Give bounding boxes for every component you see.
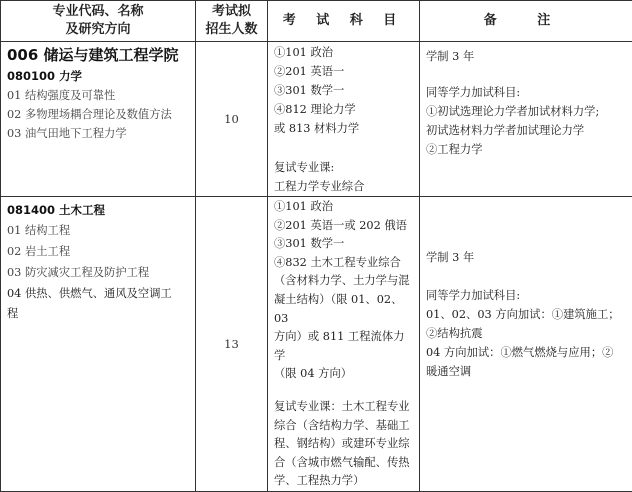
note-line: ②工程力学 bbox=[426, 140, 628, 159]
header-quota-line1: 考试拟 bbox=[196, 3, 267, 21]
header-code-name bbox=[1, 1, 196, 42]
subject-item: ③301 数学一 bbox=[274, 235, 415, 254]
note-line: 学制 3 年 bbox=[426, 248, 628, 267]
retest-item: 综合（含结构力学、基础工 bbox=[274, 417, 415, 436]
subjects-cell bbox=[268, 42, 420, 197]
program-cell bbox=[1, 42, 196, 197]
quota-value: 13 bbox=[224, 337, 239, 351]
college-title: 006 储运与建筑工程学院 bbox=[7, 44, 191, 66]
note-line: ①初试选理论力学者加试材料力学; bbox=[426, 102, 628, 121]
subject-item: ④812 理论力学 bbox=[274, 100, 415, 119]
major-title: 080100 力学 bbox=[7, 66, 191, 86]
subject-item: （含材料力学、土力学与混 bbox=[274, 272, 415, 291]
direction-item: 02 岩土工程 bbox=[7, 241, 191, 262]
note-line: 学制 3 年 bbox=[426, 47, 628, 66]
direction-item: 01 结构工程 bbox=[7, 220, 191, 241]
table-row bbox=[1, 197, 632, 492]
subject-item: 或 813 材料力学 bbox=[274, 119, 415, 138]
retest-item: 合（含城市燃气输配、传热 bbox=[274, 454, 415, 473]
retest-item: 程、钢结构）或建环专业综 bbox=[274, 435, 415, 454]
quota-value: 10 bbox=[224, 112, 239, 126]
subject-item: 方向）或 811 工程流体力学 bbox=[274, 328, 415, 365]
subject-item: ①101 政治 bbox=[274, 198, 415, 217]
table-row bbox=[1, 42, 632, 197]
direction-item: 01 结构强度及可靠性 bbox=[7, 86, 191, 105]
header-subjects: 考 试 科 目 bbox=[268, 1, 420, 42]
note-line: 04 方向加试：①燃气燃烧与应用；② bbox=[426, 343, 628, 362]
header-code-name-line2: 及研究方向 bbox=[1, 21, 195, 39]
note-line: 同等学力加试科目: bbox=[426, 83, 628, 102]
subject-item: ①101 政治 bbox=[274, 43, 415, 62]
program-cell bbox=[1, 197, 196, 492]
notes-cell bbox=[420, 197, 632, 492]
quota-cell bbox=[196, 42, 268, 197]
subject-item: ③301 数学一 bbox=[274, 81, 415, 100]
header-quota bbox=[196, 1, 268, 42]
notes-cell bbox=[420, 42, 632, 197]
subject-item: ④832 土木工程专业综合 bbox=[274, 254, 415, 273]
subjects-cell bbox=[268, 197, 420, 492]
direction-item: 03 防灾减灾工程及防护工程 bbox=[7, 262, 191, 283]
retest-label: 复试专业课: bbox=[274, 158, 415, 177]
retest-item: 工程力学专业综合 bbox=[274, 177, 415, 196]
note-line: ②结构抗震 bbox=[426, 324, 628, 343]
retest-item: 学、工程热力学） bbox=[274, 472, 415, 491]
note-line: 暖通空调 bbox=[426, 362, 628, 381]
subject-item: 凝土结构）（限 01、02、03 bbox=[274, 291, 415, 328]
subject-item: （限 04 方向） bbox=[274, 365, 415, 384]
direction-item: 04 供热、供燃气、通风及空调工 bbox=[7, 283, 191, 304]
direction-item: 02 多物理场耦合理论及数值方法 bbox=[7, 105, 191, 124]
direction-item: 程 bbox=[7, 304, 191, 323]
major-title: 081400 土木工程 bbox=[7, 200, 191, 220]
quota-cell bbox=[196, 197, 268, 492]
direction-item: 03 油气田地下工程力学 bbox=[7, 124, 191, 143]
note-line: 01、02、03 方向加试：①建筑施工； bbox=[426, 305, 628, 324]
note-line: 初试选材料力学者加试理论力学 bbox=[426, 121, 628, 140]
header-quota-line2: 招生人数 bbox=[196, 21, 267, 39]
retest-item: 复试专业课：土木工程专业 bbox=[274, 398, 415, 417]
subject-item: ②201 英语一 bbox=[274, 62, 415, 81]
subject-item: ②201 英语一或 202 俄语 bbox=[274, 217, 415, 236]
header-row bbox=[1, 1, 632, 42]
note-line: 同等学力加试科目: bbox=[426, 286, 628, 305]
header-notes: 备 注 bbox=[420, 1, 632, 42]
header-code-name-line1: 专业代码、名称 bbox=[1, 3, 195, 21]
